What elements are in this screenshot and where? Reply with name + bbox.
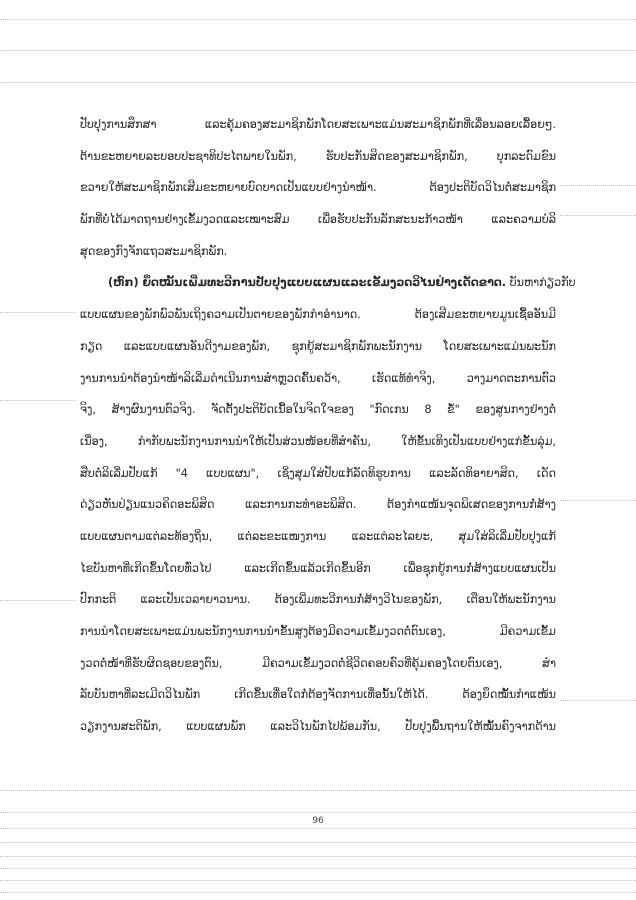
text-line: ພັກທີ່ບໍ່ໄດ້ມາດຖານຢ່າງເຂັ້ມງວດແລະເໝາະສົມ ເພື່ອຮັບປະກັນລັກສະນະກ້າວໜ້າ ແລະຄວາມບໍລິ [80, 213, 556, 227]
dotted-rule-line [0, 790, 636, 791]
body-text [80, 109, 576, 743]
dotted-rule-line [0, 868, 636, 869]
page-number: 96 [312, 816, 324, 826]
text-line: ເນື່ອງ, ກຳກັບພະນັກງານການນຳໃຫ້ເປັນສ່ວນໜ້ອຍທີ່ສຳຄັນ, ໃຫ້ຂັ້ນເທິງເປັນແບບຢ່າງແກ່ຂັ້ນລຸ່ມ, [80, 434, 556, 448]
dotted-rule-line [0, 892, 636, 893]
dotted-rule-line [560, 700, 636, 701]
dotted-rule-line [0, 312, 76, 313]
text-line: ປັບປຸງການສຶກສາ ແລະຄຸ້ມຄອງສະມາຊິກພັກໂດຍສະເພາະແມ່ນສະມາຊິກພັກທີ່ເລື່ອນລອຍເລື້ອຍໆ. [80, 118, 556, 131]
text-line: ປົກກະຕິ ແລະເປັນເວລາຍາວນານ. ຕ້ອງເພີ່ມທະວີການກໍ່ສ້າງວິໄນຂອງພັກ, ເຕືອນໃຫ້ພະນັກງານ [80, 593, 556, 607]
dotted-rule-line [560, 215, 636, 216]
dotted-rule-line [0, 842, 636, 843]
text-line: ງວດຕໍ່ໜ້າທີ່ຮັບຜິດຊອບຂອງຕົນ, ມີຄວາມເຂັ້ມງວດຕໍ່ຊີວິດຄອບຄົວທີ່ຄຸ້ມຄອງໂດຍຕົນເອງ, ສຳ [80, 656, 556, 670]
text-line: ດ່ຽວຫັນປ່ຽນແນວຄິດອະພິສິດ ແລະການກະທຳອະພິສິດ. ຕ້ອງກຳແໜ້ນຈຸດພິເສດຂອງການກໍ່ສ້າງ [80, 498, 556, 512]
dotted-rule-line [0, 880, 636, 881]
dotted-rule-line [0, 82, 636, 83]
dotted-rule-line [560, 185, 636, 186]
section-heading: (ຫົກ) ຍຶດໝັ້ນເພີ່ມທະວີການປັບປຸງແບບແຜນແລະເຂັ້ມງວດວິໄນຢ່າງເດັດຂາດ. [108, 276, 507, 290]
text-line: ຈິງ, ສ້າງຜົນງານຕົວຈິງ. ຈັດຕັ້ງປະຕິບັດເນື້ອໃນຈິດໃຈຂອງ "ກົດເກນ 8 ຂໍ້" ຂອງສູນກາງຢ່າງຕໍ່ [80, 403, 556, 417]
dotted-rule-line [0, 812, 636, 813]
dotted-rule-line [0, 400, 76, 401]
text-line: ສຸດຂອງກົງຈັກແຖວສະມາຊິກພັກ. [80, 244, 228, 258]
section-heading-line [80, 267, 576, 299]
dotted-rule-line [560, 500, 636, 501]
dotted-rule-line [0, 19, 636, 20]
text-line: ແບບແຜນຕາມແຕ່ລະທ້ອງຖິ່ນ, ແຕ່ລະຂະແໜງການ ແລະແຕ່ລະໄລຍະ, ສຸມໃສ່ລິເລີ່ມປັບປຸງແກ້ [80, 529, 556, 543]
dotted-rule-line [0, 828, 636, 829]
text-line: ລັບບັນຫາທີ່ລະເມີດວິໄນພັກ ເກີດຂຶ້ນເທື່ອໃດກໍ່ຕ້ອງຈັດການເທື່ອນັ້ນໃຫ້ໄດ້. ຕ້ອງຍຶດໝັ້ນກຳແໜ້ນ [80, 688, 556, 702]
text-line: ສືບຕໍ່ລິເລີ່ມປັບແກ້ "4 ແບບແຜນ", ເຊິ່ງສຸມໃສ່ປັບແກ້ລັດທິຮູບການ ແລະລັດທິອາຍາສິດ, ເດັດ [80, 466, 556, 480]
text-line: ຕ້ານຂະຫຍາຍລະບອບປະຊາທິປະໄຕພາຍໃນພັກ, ຮັບປະກັນສິດຂອງສະມາຊິກພັກ, ບຸກລະດົມຂົນ [80, 149, 556, 163]
text-line-continuation: ບັນຫາກ່ຽວກັບ [506, 276, 576, 290]
dotted-rule-line [0, 856, 636, 857]
text-line: ງານການນຳຕ້ອງນຳໜ້າລິເລີ່ມດຳເນີນການສຳຫຼວດຄົ້ນຄວ້າ, ເຮັດແທ້ທຳຈິງ, ວາງມາດຕະການຕົວ [80, 371, 556, 385]
text-line: ໄຂບັນຫາທີ່ເກີດຂຶ້ນໂດຍທົ່ວໄປ ແລະເກີດຂຶ້ນແລ້ວເກີດຂຶ້ນອີກ ເພື່ອຊຸກຍູ້ການກໍ່ສ້າງແບບແຜນເປັນ [80, 561, 556, 575]
dotted-rule-line [0, 600, 76, 601]
text-line: ແບບແຜນຂອງພັກພົວພັນເຖິງຄວາມເປັນຕາຍຂອງພັກກຳອຳນາດ. ຕ້ອງເສີມຂະຫຍາຍມູນເຊື້ອອັນມີ [80, 308, 556, 322]
text-line: ວຽກງານສະຕິພັກ, ແບບແຜນພັກ ແລະວິໄນພັກໄປພ້ອມກັນ, ປັບປຸງພື້ນຖານໃຫ້ໝັ້ນຄົງຈາກດ້ານ [80, 720, 556, 734]
text-line: ການນຳໂດຍສະເພາະແມ່ນພະນັກງານການນຳຂັ້ນສູງຕ້ອງມີຄວາມເຂັ້ມງວດຕໍ່ຕົນເອງ, ມີຄວາມເຂັ້ມ [80, 625, 556, 638]
text-line: ຂວາຍໃຫ້ສະມາຊິກພັກເສີມຂະຫຍາຍບົດບາດເປັນແບບຢ່າງນຳໜ້າ. ຕ້ອງປະຕິບັດວິໄນຕໍ່ສະມາຊິກ [80, 181, 556, 195]
dotted-rule-line [0, 50, 636, 51]
text-line: ກຽດ ແລະແບບແຜນອັນດີງາມຂອງພັກ, ຊຸກຍູ້ສະມາຊິກພັກພະນັກງານ ໂດຍສະເພາະແມ່ນພະນັກ [80, 339, 556, 353]
